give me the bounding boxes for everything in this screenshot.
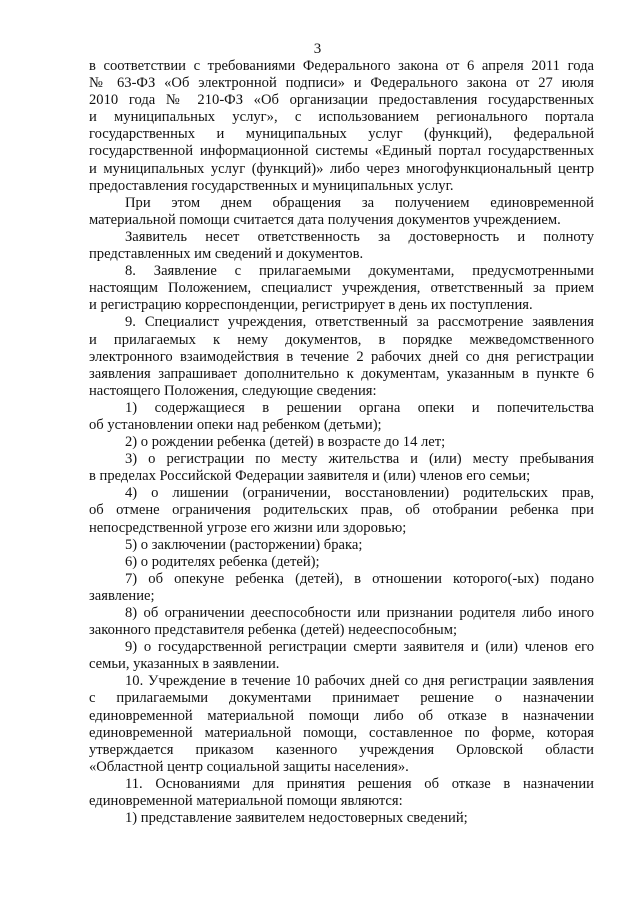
text-line: настоящего Положения, следующие сведения:: [89, 382, 377, 399]
text-line: в соответствии с требованиями Федерального закона от 6 апреля 2011 года: [89, 58, 594, 74]
text-line: и прилагаемых к нему документов, в порядке межведомственного: [89, 331, 594, 348]
text-line: в пределах Российской Федерации заявителя и (или) членов его семьи;: [89, 468, 531, 485]
text-line: единовременной материальной помощи являются:: [89, 793, 403, 810]
text-line: 9) о государственной регистрации смерти заявителя и (или) членов его: [125, 639, 594, 656]
text-line: утверждается приказом казенного учреждения Орловской области: [89, 741, 594, 758]
text-line: электронного взаимодействия в течение 2 рабочих дней со дня регистрации: [89, 348, 594, 365]
text-line: семьи, указанных в заявлении.: [89, 656, 280, 673]
text-line: с прилагаемыми документами принимает решение о назначении: [89, 690, 594, 707]
text-line: 8. Заявление с прилагаемыми документами, предусмотренными: [125, 263, 594, 280]
text-line: 7) об опекуне ребенка (детей), в отношении которого(-ых) подано: [125, 570, 594, 587]
text-line: об установлении опеки над ребенком (детьми);: [89, 416, 382, 433]
text-line: 8) об ограничении дееспособности или признании родителя либо иного: [125, 605, 594, 621]
text-line: 6) о родителях ребенка (детей);: [125, 553, 320, 570]
document-body: [89, 58, 594, 827]
text-line: об отмене ограничения родительских прав, об отобрании ребенка при: [89, 502, 594, 519]
text-line: 3) о регистрации по месту жительства и (или) месту пребывания: [125, 451, 594, 468]
text-line: и муниципальных услуг», с использованием регионального портала: [89, 109, 594, 126]
text-line: единовременной материальной помощи либо об отказе в назначении: [89, 707, 594, 724]
text-line: материальной помощи считается дата получения документов учреждением.: [89, 211, 561, 228]
text-line: предоставления государственных и муниципальных услуг.: [89, 177, 454, 194]
text-line: 2010 года № 210-ФЗ «Об организации предоставления государственных: [89, 92, 594, 109]
text-line: непосредственной угрозе его жизни или здоровью;: [89, 519, 407, 536]
text-line: 5) о заключении (расторжении) брака;: [125, 536, 363, 553]
text-line: 11. Основаниями для принятия решения об отказе в назначении: [125, 775, 594, 792]
text-line: При этом днем обращения за получением единовременной: [125, 194, 594, 211]
text-line: 10. Учреждение в течение 10 рабочих дней со дня регистрации заявления: [125, 673, 594, 690]
page-number: 3: [313, 41, 322, 57]
text-line: настоящим Положением, специалист учреждения, ответственный за прием: [89, 280, 594, 297]
text-line: № 63-ФЗ «Об электронной подписи» и Федерального закона от 27 июля: [89, 75, 594, 92]
text-line: заявления запрашивает дополнительно к документам, указанным в пункте 6: [89, 365, 594, 382]
text-line: Заявитель несет ответственность за достоверность и полноту: [125, 228, 594, 245]
text-line: 1) представление заявителем недостоверных сведений;: [125, 810, 468, 827]
text-line: представленных им сведений и документов.: [89, 246, 364, 263]
text-line: и муниципальных услуг (функций)» либо через многофункциональный центр: [89, 160, 594, 177]
text-line: государственных и муниципальных услуг (функций), федеральной: [89, 126, 594, 143]
text-line: 2) о рождении ребенка (детей) в возрасте до 14 лет;: [125, 434, 446, 451]
text-line: 1) содержащиеся в решении органа опеки и попечительства: [125, 399, 594, 416]
text-line: 4) о лишении (ограничении, восстановлении) родительских прав,: [125, 485, 594, 502]
text-line: единовременной материальной помощи, составленное по форме, которая: [89, 724, 594, 741]
text-line: заявление;: [89, 587, 155, 604]
text-line: государственной информационной системы «Единый портал государственных: [89, 143, 594, 160]
text-line: «Областной центр социальной защиты населения».: [89, 758, 409, 775]
text-line: и регистрацию корреспонденции, регистрирует в день их поступления.: [89, 297, 533, 314]
text-line: 9. Специалист учреждения, ответственный за рассмотрение заявления: [125, 314, 594, 331]
text-line: законного представителя ребенка (детей) недееспособным;: [89, 622, 458, 639]
